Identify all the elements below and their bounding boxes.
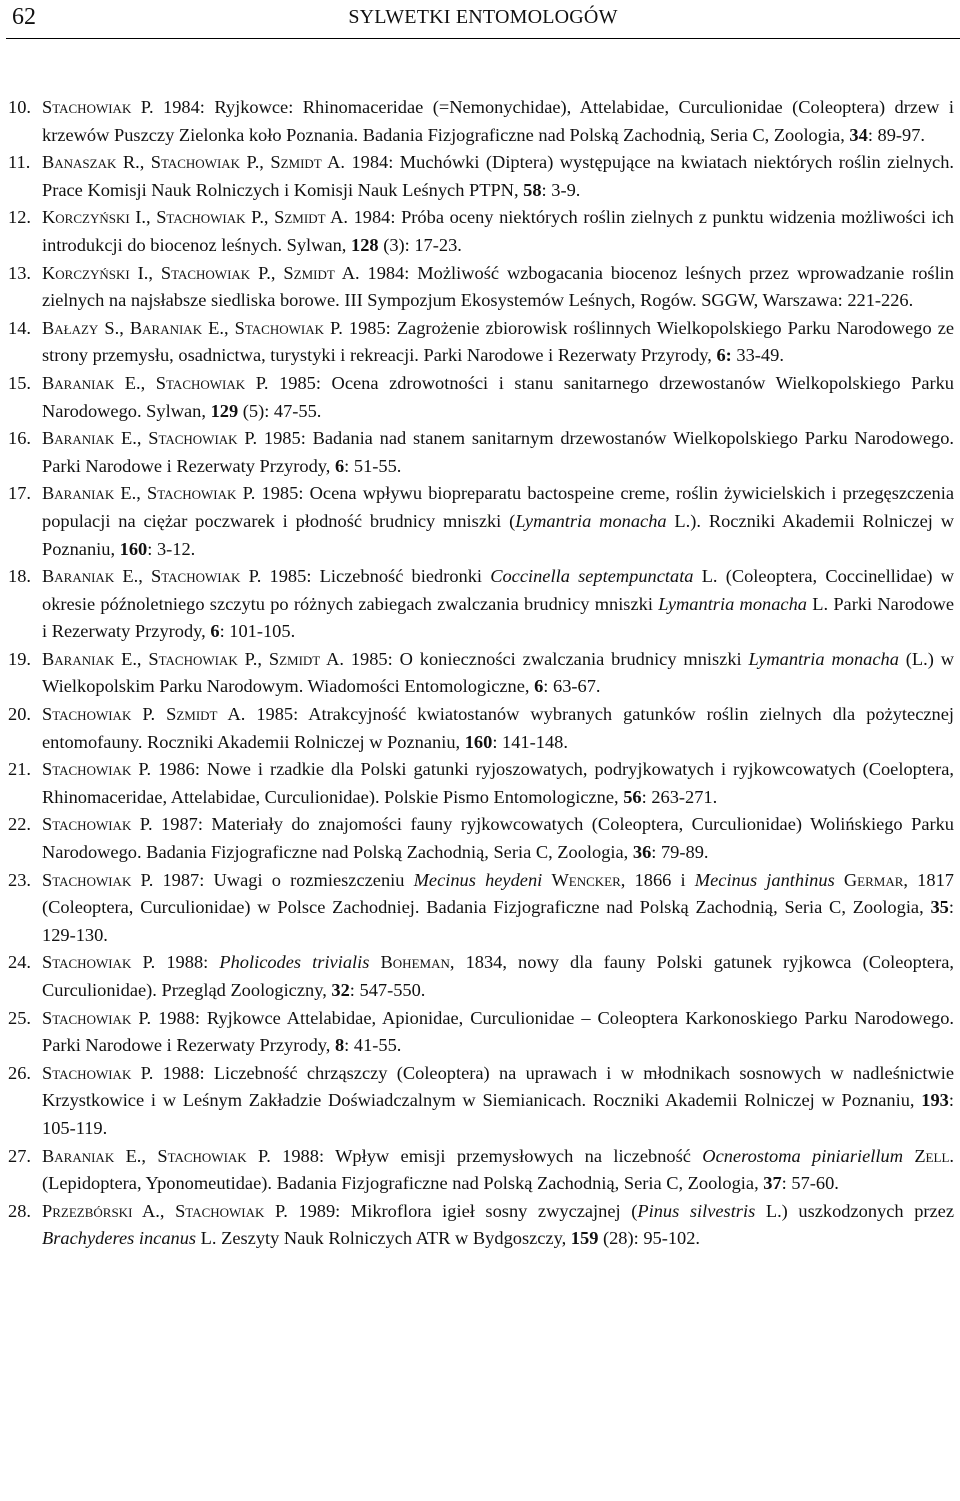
reference-item [8, 425, 954, 480]
reference-item [8, 1198, 954, 1253]
reference-item [8, 949, 954, 1004]
reference-item [8, 480, 954, 563]
reference-item [8, 204, 954, 259]
reference-number: 20. [8, 704, 31, 725]
reference-text: Banaszak R., Stachowiak P., Szmidt A. 1984: Muchówki (Diptera) występujące na kwiatach niektórych roślin zielnych. Prace Komisji Nauk Rolniczych i Komisji Nauk Leśnych PTPN, 58: 3-9. [42, 152, 954, 200]
reference-item [8, 701, 954, 756]
reference-text: Stachowiak P. 1984: Ryjkowce: Rhinomaceridae (=Nemonychidae), Attelabidae, Curculionidae (Coleoptera) drzew i krzewów Puszczy Zielonka koło Poznania. Badania Fizjograficzne nad Polską Zachodnią, Seria C, Zoologia, 34: 89-97. [42, 97, 954, 145]
reference-number: 17. [8, 483, 31, 504]
reference-item [8, 94, 954, 149]
reference-number: 10. [8, 97, 31, 117]
reference-number: 27. [8, 1145, 31, 1166]
reference-text: Baraniak E., Stachowiak P., Szmidt A. 1985: O konieczności zwalczania brudnicy mniszki Lymantria monacha (L.) w Wielkopolskim Parku Narodowym. Wiadomości Entomologiczne, 6: 63-67. [42, 648, 954, 697]
page-header [6, 0, 960, 44]
reference-number: 26. [8, 1062, 31, 1083]
reference-text: Stachowiak P. 1987: Materiały do znajomości fauny ryjkowcowatych (Coleoptera, Curculionidae) Wolińskiego Parku Narodowego. Badania Fizjograficzne nad Polską Zachodnią, Seria C, Zoologia, 36: 79-89. [42, 814, 954, 863]
reference-item [8, 563, 954, 646]
reference-number: 14. [8, 317, 31, 338]
reference-item [8, 867, 954, 950]
reference-text: Baraniak E., Stachowiak P. 1988: Wpływ emisji przemysłowych na liczebność Ocnerostoma piniariellum Zell. (Lepidoptera, Yponomeutidae). Badania Fizjograficzne nad Polską Zachodnią, Seria C, Zoologia, 37: 57-60. [42, 1145, 954, 1194]
reference-item [8, 1143, 954, 1198]
reference-text: Stachowiak P. 1988: Ryjkowce Attelabidae, Apionidae, Curculionidae – Coleoptera Karkonoskiego Parku Narodowego. Parki Narodowe i Rezerwaty Przyrody, 8: 41-55. [42, 1007, 954, 1056]
reference-number: 19. [8, 648, 31, 669]
reference-number: 18. [8, 566, 31, 587]
reference-number: 24. [8, 952, 31, 973]
reference-item [8, 756, 954, 811]
reference-number: 11. [8, 152, 31, 173]
reference-text: Baraniak E., Stachowiak P. 1985: Badania nad stanem sanitarnym drzewostanów Wielkopolskiego Parku Narodowego. Parki Narodowe i Rezerwaty Przyrody, 6: 51-55. [42, 428, 954, 476]
reference-number: 13. [8, 262, 31, 283]
reference-number: 12. [8, 207, 31, 228]
running-title: SYLWETKI ENTOMOLOGÓW [348, 6, 618, 28]
reference-text: Korczyński I., Stachowiak P., Szmidt A. 1984: Próba oceny niektórych roślin zielnych z punktu widzenia możliwości ich introdukcji do biocenoz leśnych. Sylwan, 128 (3): 17-23. [42, 207, 954, 255]
reference-text: Stachowiak P. 1988: Liczebność chrząszczy (Coleoptera) na uprawach i w młodnikach sosnowych w nadleśnictwie Krzystkowice i w Leśnym Zakładzie Doświadczalnym w Siemianicach. Roczniki Akademii Rolniczej w Poznaniu, 193: 105-119. [42, 1062, 954, 1138]
reference-list [8, 94, 954, 1253]
reference-text: Stachowiak P. Szmidt A. 1985: Atrakcyjność kwiatostanów wybranych gatunków roślin zielnych dla pożytecznej entomofauny. Roczniki Akademii Rolniczej w Poznaniu, 160: 141-148. [42, 704, 955, 752]
reference-text: Stachowiak P. 1988: Pholicodes trivialis Boheman, 1834, nowy dla fauny Polski gatunek ryjkowca (Coleoptera, Curculionidae). Przegląd Zoologiczny, 32: 547-550. [42, 952, 954, 1000]
reference-text: Przezbórski A., Stachowiak P. 1989: Mikroflora igieł sosny zwyczajnej (Pinus silvestris L.) uszkodzonych przez Brachyderes incanus L. Zeszyty Nauk Rolniczych ATR w Bydgoszczy, 159 (28): 95-102. [42, 1200, 955, 1249]
reference-item [8, 260, 954, 315]
reference-item [8, 646, 954, 701]
reference-item [8, 811, 954, 866]
reference-item [8, 1005, 954, 1060]
reference-number: 28. [8, 1200, 31, 1221]
reference-item [8, 315, 954, 370]
reference-item [8, 370, 954, 425]
reference-number: 23. [8, 869, 31, 890]
header-rule [6, 38, 960, 39]
reference-number: 22. [8, 814, 31, 835]
page-number: 62 [12, 4, 36, 30]
reference-number: 25. [8, 1007, 31, 1028]
reference-number: 15. [8, 372, 31, 393]
reference-text: Korczyński I., Stachowiak P., Szmidt A. 1984: Możliwość wzbogacania biocenoz leśnych przez wprowadzanie roślin zielnych na najsłabsze siedliska borowe. III Sympozjum Ekosystemów Leśnych, Rogów. SGGW, Warszawa: 221-226. [42, 262, 954, 311]
reference-item [8, 1060, 954, 1143]
reference-text: Baraniak E., Stachowiak P. 1985: Liczebność biedronki Coccinella septempunctata L. (Coleoptera, Coccinellidae) w okresie późnoletniego szczytu po różnych zabiegach zwalczania brudnicy mniszki Lymantria monacha L. Parki Narodowe i Rezerwaty Przyrody, 6: 101-105. [42, 566, 955, 642]
reference-number: 21. [8, 759, 31, 780]
reference-text: Baraniak E., Stachowiak P. 1985: Ocena zdrowotności i stanu sanitarnego drzewostanów Wielkopolskiego Parku Narodowego. Sylwan, 129 (5): 47-55. [42, 372, 954, 421]
reference-item [8, 149, 954, 204]
reference-text: Stachowiak P. 1987: Uwagi o rozmieszczeniu Mecinus heydeni Wencker, 1866 i Mecinus janthinus Germar, 1817 (Coleoptera, Curculionidae) w Polsce Zachodniej. Badania Fizjograficzne nad Polską Zachodnią, Seria C, Zoologia, 35: 129-130. [42, 869, 954, 945]
reference-text: Stachowiak P. 1986: Nowe i rzadkie dla Polski gatunki ryjoszowatych, podryjkowatych i ryjkowcowatych (Coeloptera, Rhinomaceridae, Attelabidae, Curculionidae). Polskie Pismo Entomologiczne, 56: 263-271. [42, 759, 954, 807]
reference-text: Baraniak E., Stachowiak P. 1985: Ocena wpływu biopreparatu bactospeine creme, roślin żywicielskich i przegęszczenia populacji na ciężar poczwarek i płodność brudnicy mniszki (Lymantria monacha L.). Roczniki Akademii Rolniczej w Poznaniu, 160: 3-12. [42, 483, 954, 559]
reference-text: Bałazy S., Baraniak E., Stachowiak P. 1985: Zagrożenie zbiorowisk roślinnych Wielkopolskiego Parku Narodowego ze strony przemysłu, osadnictwa, turystyki i rekreacji. Parki Narodowe i Rezerwaty Przyrody, 6: 33-49. [42, 317, 955, 366]
reference-number: 16. [8, 428, 31, 449]
